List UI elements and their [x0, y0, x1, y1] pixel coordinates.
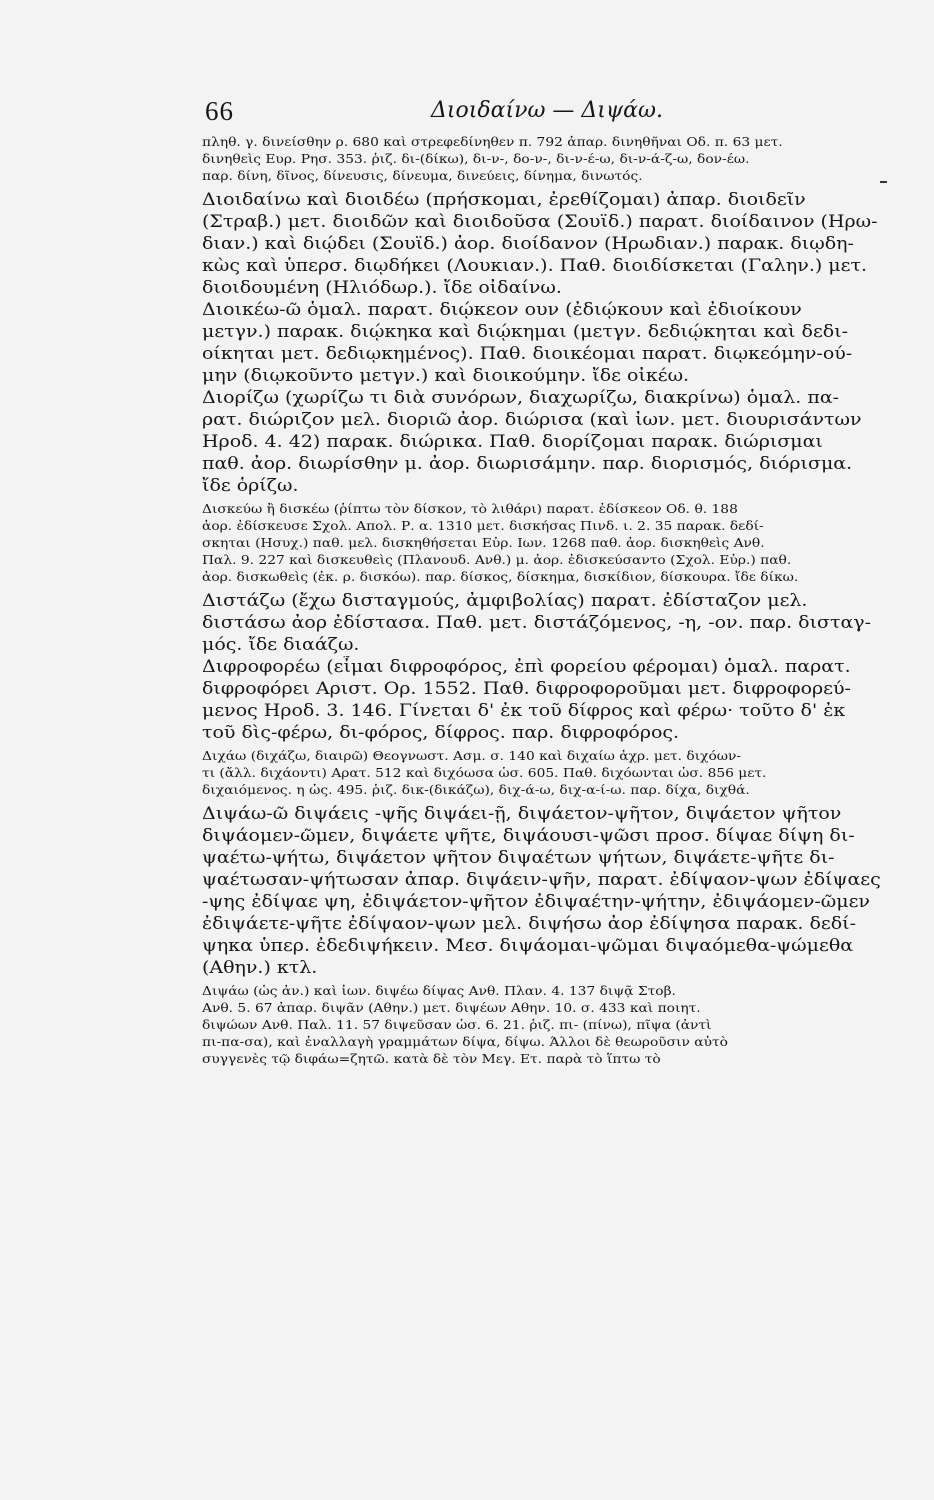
entry-line: (Αθην.) κτλ.	[202, 958, 318, 977]
entry-line: -ψης ἐδίψαε ψη, ἐδιψάετον-ψῆτον ἐδιψαέτην-ψήτην, ἐδιψάομεν-ῶμεν	[202, 892, 870, 911]
note-line: ἀορ. δισκωθεὶς (ἐκ. ρ. δισκόω). παρ. δίσκος, δίσκημα, δισκίδιον, δίσκουρα. ἴδε δίκω.	[202, 570, 799, 584]
entry-line: μην (διῳκοῦντο μετγν.) καὶ διοικούμην. ἴδε οἰκέω.	[202, 366, 690, 385]
entry-line: μετγν.) παρακ. διῴκηκα καὶ διῴκημαι (μετγν. δεδιῴκηται καὶ δεδι-	[202, 322, 849, 341]
entries-body	[202, 134, 892, 1068]
note-line: πι-πα-σα), καὶ ἐναλλαγὴ γραμμάτων δίψα, δίψω. Άλλοι δὲ θεωροῦσιν αὐτὸ	[202, 1035, 728, 1049]
note-line: Δισκεύω ἢ δισκέω (ῥίπτω τὸν δίσκον, τὸ λιθάρι) παρατ. ἐδίσκεον Οδ. θ. 188	[202, 502, 738, 516]
entry-line: μενος Ηροδ. 3. 146. Γίνεται δ' ἐκ τοῦ δίφρος καὶ φέρω· τοῦτο δ' ἐκ	[202, 701, 846, 720]
note-line: Ανθ. 5. 67 ἀπαρ. διψᾶν (Αθην.) μετ. διψέων Αθην. 10. σ. 433 καὶ ποιητ.	[202, 1001, 701, 1015]
entry-line: ἐδιψάετε-ψῆτε ἐδίψαον-ψων μελ. διψήσω ἀορ ἐδίψησα παρακ. δεδί-	[202, 914, 856, 933]
entry-line: ρατ. διώριζον μελ. διοριῶ ἀορ. διώρισα (καὶ ἰων. μετ. διουρισάντων	[202, 410, 862, 429]
entry-line: (Στραβ.) μετ. διοιδῶν καὶ διοιδοῦσα (Σουϊδ.) παρατ. διοίδαινον (Ηρω-	[202, 212, 878, 231]
note-line: πληθ. γ. δινείσθην ρ. 680 καὶ στρεφεδίνηθεν π. 792 ἀπαρ. δινηθῆναι Οδ. π. 63 μετ.	[202, 135, 783, 149]
entry-line: διφροφόρει Αριστ. Ορ. 1552. Παθ. διφροφοροῦμαι μετ. διφροφορεύ-	[202, 679, 851, 698]
entry-line: ψηκα ὑπερ. ἐδεδιψήκειν. Μεσ. διψάομαι-ψῶμαι διψαόμεθα-ψώμεθα	[202, 936, 854, 955]
note-line: δινηθεὶς Ευρ. Ρησ. 353. ῥιζ. δι-(δίκω), δι-ν-, δο-ν-, δι-ν-έ-ω, δι-ν-ά-ζ-ω, δον-έω.	[202, 152, 750, 166]
entry-line: ψαέτωσαν-ψήτωσαν ἀπαρ. διψάειν-ψῆν, παρατ. ἐδίψαον-ψων ἐδίψαες	[202, 870, 881, 889]
note-line: Διχάω (διχάζω, διαιρῶ) Θεογνωστ. Ασμ. σ. 140 καὶ διχαίω ἀχρ. μετ. διχόων-	[202, 749, 742, 763]
entry-line: ψαέτω-ψήτω, διψάετον ψῆτον διψαέτων ψήτων, διψάετε-ψῆτε δι-	[202, 848, 835, 867]
entry-line: οίκηται μετ. δεδιῳκημένος). Παθ. διοικέομαι παρατ. διῳκεόμην-ού-	[202, 344, 853, 363]
entry-line: ἴδε ὁρίζω.	[202, 476, 299, 495]
page-header	[205, 96, 675, 128]
entry-line: Διψάω-ῶ διψάεις -ψῆς διψάει-ῇ, διψάετον-ψῆτον, διψάετον ψῆτον	[202, 804, 842, 823]
note-line: τι (ἄλλ. διχάοντι) Αρατ. 512 καὶ διχόωσα ὡσ. 605. Παθ. διχόωνται ὡσ. 856 μετ.	[202, 766, 767, 780]
note-line: Διψάω (ὡς ἀν.) καὶ ἰων. διψέω δίψας Ανθ. Πλαν. 4. 137 διψᾷ Στοβ.	[202, 984, 676, 998]
entry-line: διαν.) καὶ διῴδει (Σουϊδ.) ἀορ. διοίδανον (Ηρωδιαν.) παρακ. διῳδη-	[202, 234, 854, 253]
entry-line: κὼς καὶ ὑπερσ. διῳδήκει (Λουκιαν.). Παθ. διοιδίσκεται (Γαλην.) μετ.	[202, 256, 867, 275]
entry-line: Ηροδ. 4. 42) παρακ. διώρικα. Παθ. διορίζομαι παρακ. διώρισμαι	[202, 432, 823, 451]
entry-line: τοῦ δὶς-φέρω, δι-φόρος, δίφρος. παρ. διφροφόρος.	[202, 723, 680, 742]
entry-line: Διφροφορέω (εἶμαι διφροφόρος, ἐπὶ φορείου φέρομαι) ὁμαλ. παρατ.	[202, 657, 851, 676]
running-head: Διοιδαίνω — Διψάω.	[431, 98, 663, 123]
entry-line: Διοικέω-ῶ ὁμαλ. παρατ. διῴκεον ουν (ἐδιῴκουν καὶ ἐδιοίκουν	[202, 300, 802, 319]
note-line: Παλ. 9. 227 καὶ δισκευθεὶς (Πλανουδ. Ανθ.) μ. ἀορ. ἐδισκεύσαντο (Σχολ. Εὐρ.) παθ.	[202, 553, 792, 567]
note-line: παρ. δίνη, δῖνος, δίνευσις, δίνευμα, δινεύεις, δίνημα, δινωτός.	[202, 169, 643, 183]
note-line: διψώων Ανθ. Παλ. 11. 57 διψεῦσαν ὡσ. 6. 21. ῥιζ. πι- (πίνω), πῖψα (ἀντὶ	[202, 1018, 712, 1032]
entry-line: Διστάζω (ἔχω δισταγμούς, ἀμφιβολίας) παρατ. ἐδίσταζον μελ.	[202, 591, 808, 610]
entry-line: διψάομεν-ῶμεν, διψάετε ψῆτε, διψάουσι-ψῶσι προσ. δίψαε δίψη δι-	[202, 826, 855, 845]
entry-line: Διοιδαίνω καὶ διοιδέω (πρήσκομαι, ἐρεθίζομαι) ἀπαρ. διοιδεῖν	[202, 190, 806, 209]
note-line: διχαιόμενος. η ὡς. 495. ῥιζ. δικ-(δικάζω), διχ-ά-ω, διχ-α-ί-ω. παρ. δίχα, διχθά.	[202, 783, 750, 797]
entry-line: μός. ἴδε διαάζω.	[202, 635, 360, 654]
note-line: σκηται (Ησυχ.) παθ. μελ. δισκηθήσεται Εὐρ. Ιων. 1268 παθ. ἀορ. δισκηθεὶς Ανθ.	[202, 536, 765, 550]
note-line: ἀορ. ἐδίσκευσε Σχολ. Απολ. Ρ. α. 1310 μετ. δισκήσας Πινδ. ι. 2. 35 παρακ. δεδί-	[202, 519, 764, 533]
entry-line: διοιδουμένη (Ηλιόδωρ.). ἴδε οἰδαίνω.	[202, 278, 562, 297]
entry-line: διστάσω ἀορ ἐδίστασα. Παθ. μετ. διστάζόμενος, -η, -ον. παρ. δισταγ-	[202, 613, 872, 632]
entry-line: παθ. ἀορ. διωρίσθην μ. ἀορ. διωρισάμην. παρ. διορισμός, διόρισμα.	[202, 454, 853, 473]
page-number: 66	[205, 96, 234, 126]
entry-line: Διορίζω (χωρίζω τι διὰ συνόρων, διαχωρίζω, διακρίνω) ὁμαλ. πα-	[202, 388, 840, 407]
note-line: συγγενὲς τῷ διφάω=ζητῶ. κατὰ δὲ τὸν Μεγ. Ετ. παρὰ τὸ ἵπτω τὸ	[202, 1052, 661, 1066]
